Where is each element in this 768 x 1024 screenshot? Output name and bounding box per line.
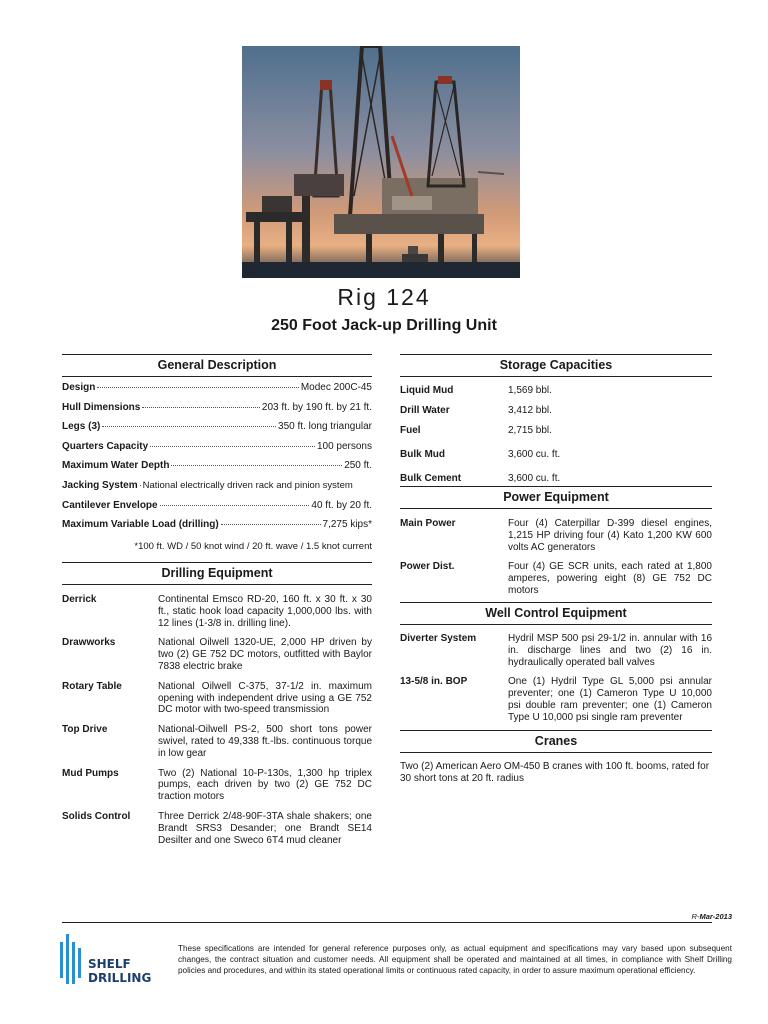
cranes-text: Two (2) American Aero OM-450 B cranes with 100 ft. booms, rated for 30 short tons at 20 ft. radius <box>400 761 710 784</box>
equipment-row: Top Drive National-Oilwell PS-2, 500 short tons power swivel, rated to 49,338 ft.-lbs. continuous torque in low gear <box>62 724 372 759</box>
logo-bars-icon <box>58 932 176 988</box>
well-control-heading: Well Control Equipment <box>400 602 712 625</box>
storage-row: Drill Water 3,412 bbl. <box>400 405 552 416</box>
storage-capacities-heading: Storage Capacities <box>400 354 712 377</box>
cranes-section <box>400 730 712 785</box>
spec-row: Maximum Variable Load (drilling) 7,275 kips* <box>62 519 372 531</box>
spec-row: Design Modec 200C-45 <box>62 382 372 393</box>
power-equipment-heading: Power Equipment <box>400 486 712 509</box>
storage-row: Bulk Mud 3,600 cu. ft. <box>400 449 561 460</box>
equipment-row: Rotary Table National Oilwell C-375, 37-1/2 in. maximum opening with independent drive using a GE 752 DC motor with two-speed transmission <box>62 680 372 716</box>
load-footnote: *100 ft. WD / 50 knot wind / 20 ft. wave / 1.5 knot current <box>134 540 372 552</box>
well-control-section <box>400 602 712 724</box>
spec-row: Legs (3) 350 ft. long triangular <box>62 421 372 433</box>
equipment-row: Solids Control Three Derrick 2/48-90F-3TA shale shakers; one Brandt SRS3 Desander; one Brandt SE14 Desilter and one Sweco 6T4 mud cleaner <box>62 810 372 846</box>
storage-row: Fuel 2,715 bbl. <box>400 425 552 436</box>
rig-photo <box>242 46 520 278</box>
general-description-section <box>62 354 372 552</box>
equipment-row: Mud Pumps Two (2) National 10-P-130s, 1,300 hp triplex pumps, each driven by two (2) GE 752 DC traction motors <box>62 767 372 803</box>
svg-text:DRILLING: DRILLING <box>88 971 152 985</box>
power-equipment-section <box>400 486 712 597</box>
equipment-row: Derrick Continental Emsco RD-20, 160 ft. x 30 ft. x 30 ft., static hook load capacity 1,000,000 lbs. with 12 lines (1-3/8 in. drilling line). <box>62 594 372 629</box>
equipment-row: Power Dist. Four (4) GE SCR units, each rated at 1,800 amperes, powering eight (8) GE 752 DC motors <box>400 561 712 596</box>
general-description-heading: General Description <box>62 354 372 377</box>
spec-row: Quarters Capacity 100 persons <box>62 440 372 452</box>
svg-text:SHELF: SHELF <box>88 957 131 971</box>
equipment-row: 13-5/8 in. BOP One (1) Hydril Type GL 5,000 psi annular preventer; one (1) Cameron Type U 10,000 psi double ram preventer; one (1) Cameron Type U 10,000 psi single ram preventer <box>400 676 712 723</box>
cranes-heading: Cranes <box>400 730 712 753</box>
equipment-row: Diverter System Hydril MSP 500 psi 29-1/2 in. annular with 16 in. discharge lines and two (2) 16 in. hydraulically operated ball valves <box>400 633 712 668</box>
spec-row: Cantilever Envelope 40 ft. by 20 ft. <box>62 499 372 511</box>
spec-row: Jacking System National electrically driven rack and pinion system <box>62 479 353 491</box>
spec-row: Maximum Water Depth 250 ft. <box>62 460 372 472</box>
spec-row: Hull Dimensions 203 ft. by 190 ft. by 21 ft. <box>62 401 372 413</box>
storage-row: Bulk Cement 3,600 cu. ft. <box>400 473 561 484</box>
shelf-drilling-logo <box>58 932 176 988</box>
equipment-row: Drawworks National Oilwell 1320-UE, 2,000 HP driven by two (2) GE 752 DC motors, outfitted with Baylor 7838 electric brake <box>62 637 372 672</box>
jackup-rig-image <box>242 46 520 278</box>
drilling-equipment-section <box>62 562 372 846</box>
revision-date: R-Mar-2013 <box>691 912 732 921</box>
page-subtitle: 250 Foot Jack-up Drilling Unit <box>271 317 497 334</box>
footer-divider <box>62 922 712 923</box>
disclaimer-text: These specifications are intended for general reference purposes only, as actual equipment and specifications may vary based upon subsequent changes, the contract situation and customer needs. All equipment shall be operated and maintained at all times, in compliance with Shelf Drilling policies and procedures, and within its stated operational limits or continuous rated capacity, in order to assure maximum operational efficiency. <box>178 944 732 975</box>
equipment-row: Main Power Four (4) Caterpillar D-399 diesel engines, 1,215 HP driving four (4) Kato 1,200 KW 600 volts AC generators <box>400 518 712 553</box>
drilling-equipment-heading: Drilling Equipment <box>62 562 372 585</box>
storage-row: Liquid Mud 1,569 bbl. <box>400 385 552 396</box>
page-title: Rig 124 <box>337 284 431 310</box>
storage-capacities-section <box>400 354 712 489</box>
